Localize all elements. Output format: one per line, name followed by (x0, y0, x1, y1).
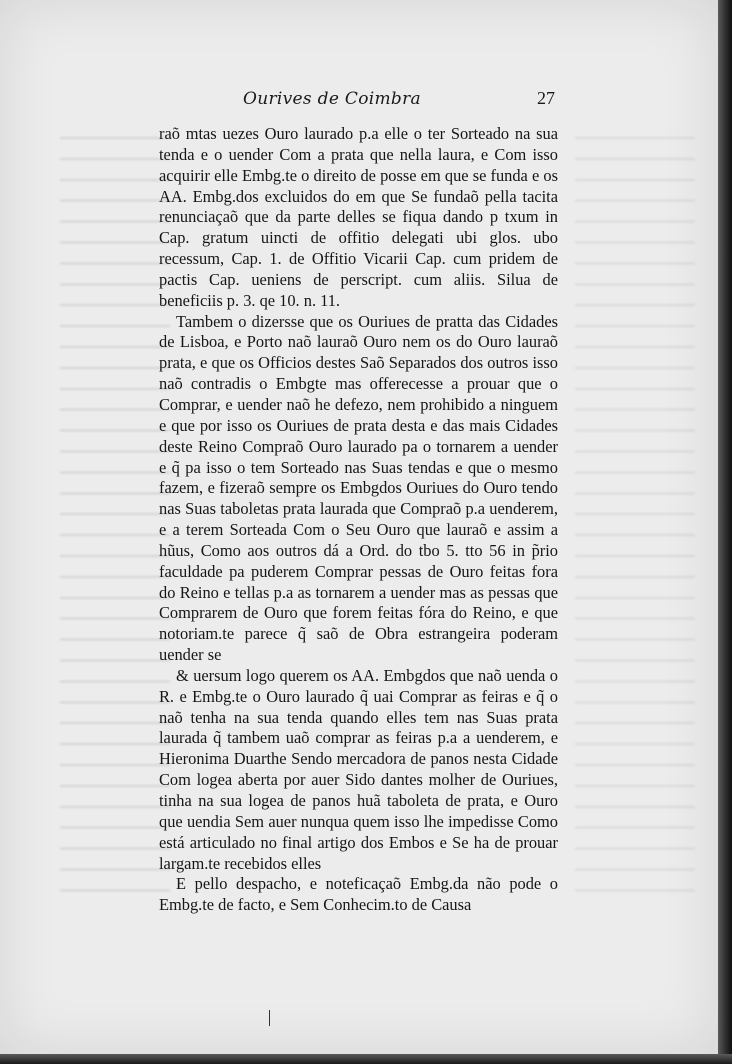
body-text (159, 124, 558, 916)
page-edge-shadow (718, 0, 732, 1064)
running-title: Ourives de Coimbra (243, 89, 421, 109)
page-number: 27 (537, 88, 555, 108)
bleed-through-text-right (575, 125, 695, 905)
printer-mark (269, 1010, 270, 1026)
paragraph-4: E pello despacho, e noteficaçaõ Embg.da não pode o Embg.te de facto, e Sem Conhecim.to de Causa (159, 874, 558, 915)
paragraph-2: Tambem o dizersse que os Ouriues de pratta das Cidades de Lisboa, e Porto naõ lauraõ Ouro nem os do Ouro lauraõ prata, e que os Officios destes Saõ Separados dos outros isso naõ contradis o Embgte mas offerecesse a prouar que o Comprar, e uender naõ he defezo, nem prohibido a ninguem e que por isso os Ouriues de prata desta e das mais Cidades deste Reino Compraõ Ouro laurado pa o tornarem a uender e q̃ pa isso o tem Sorteado nas Suas tendas e que o mesmo fazem, e fizeraõ sempre os Embgdos Ouriues do Ouro tendo nas Suas taboletas prata laurada que Compraõ p.a uenderem, e a terem Sorteada Com o Seu Ouro que lauraõ e assim a hũus, Como aos outros dá a Ord. do tbo 5. tto 56 in p̃rio faculdade pa puderem Comprar pessas de Ouro feitas fora do Reino e tellas p.a as tornarem a uender mas as pessas que Comprarem de Ouro que forem feitas fóra do Reino, e que notoriam.te parece q̃ saõ de Obra estrangeira poderam uender se (159, 311, 558, 665)
bleed-through-text-left (60, 125, 170, 905)
bottom-edge-shadow (0, 1054, 732, 1064)
paragraph-1: raõ mtas uezes Ouro laurado p.a elle o ter Sorteado na sua tenda e o uender Com a prata que nella laura, e Com isso acquirir elle Embg.te o direito de posse em que se funda e os AA. Embg.dos excluidos do em que Se fundaõ pella tacita renunciaçaõ que da parte delles se fiqua dando p txum in Cap. gratum uincti de offitio delegati ubi glos. ubo recessum, Cap. 1. de Offitio Vicarii Cap. cum pridem de pactis Cap. ueniens de perscript. cum aliis. Silua de beneficiis p. 3. qe 10. n. 11. (159, 124, 558, 310)
paragraph-3: & uersum logo querem os AA. Embgdos que naõ uenda o R. e Embg.te o Ouro laurado q̃ uai Comprar as feiras e q̃ o naõ tenha na sua tenda quando elles tem nas Suas prata laurada q̃ tambem uaõ comprar as feiras p.a a uenderem, e Hieronima Duarthe Sendo mercadora de panos nesta Cidade Com logea aberta por auer Sido dantes molher de Ouriues, tinha na sua logea de panos huã taboleta de prata, e Ouro que uendia Sem auer nunqua quem isso lhe impedisse Como está articulado no final artigo dos Embos e Se ha de prouar largam.te recebidos elles (159, 665, 558, 873)
